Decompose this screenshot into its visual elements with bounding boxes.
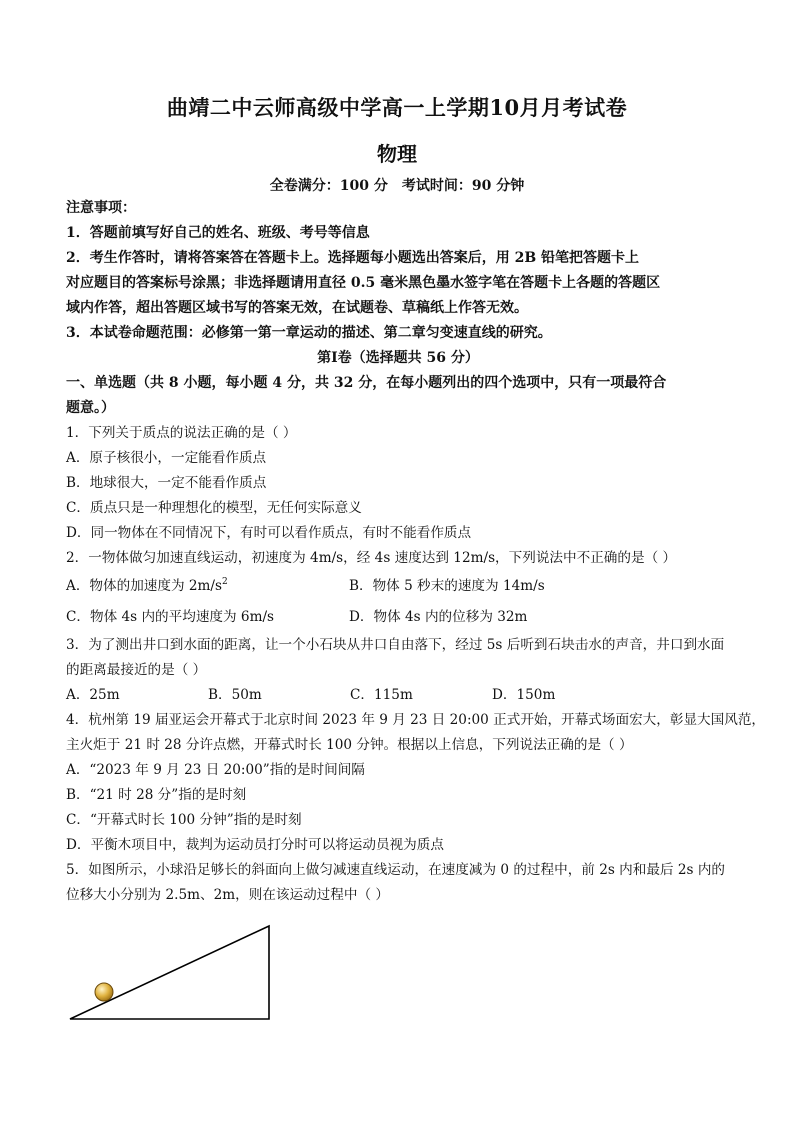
part1-heading: 第Ⅰ卷（选择题共 56 分）: [317, 350, 479, 366]
q3-option-c: C．115m: [350, 687, 413, 703]
q2-option-b: B．物体 5 秒末的速度为 14m/s: [349, 578, 545, 594]
q1-option-d: D．同一物体在不同情况下，有时可以看作质点，有时不能看作质点: [66, 525, 472, 541]
ball: [95, 983, 113, 1001]
q3-option-d: D．150m: [492, 687, 556, 703]
section1-heading-line-2: 题意。）: [66, 400, 115, 416]
q2-option-d: D．物体 4s 内的位移为 32m: [349, 609, 528, 625]
notice-item-2-line-1: 2．考生作答时，请将答案答在答题卡上。选择题每小题选出答案后，用 2B 铅笔把答题卡上: [66, 250, 640, 266]
exam-time: 考试时间：90 分钟: [401, 178, 525, 194]
incline-figure: [66, 922, 276, 1026]
q5-stem-line-1: 5．如图所示，小球沿足够长的斜面向上做匀减速直线运动，在速度减为 0 的过程中，前 2s 内和最后 2s 内的: [66, 862, 726, 878]
q3-stem-line-1: 3．为了测出井口到水面的距离，让一个小石块从井口自由落下，经过 5s 后听到石块击水的声音，井口到水面: [66, 637, 725, 653]
q1-option-b: B．地球很大，一定不能看作质点: [66, 475, 267, 491]
q4-option-c: C．“开幕式时长 100 分钟”指的是时刻: [66, 812, 302, 828]
q2-option-a: A．物体的加速度为 $2m/s^2$: [66, 577, 228, 594]
incline-triangle: [70, 926, 269, 1019]
q2-option-c: C．物体 4s 内的平均速度为 6m/s: [66, 609, 275, 625]
q3-option-a: A．25m: [66, 687, 120, 703]
q2-options-row-2: [66, 602, 730, 633]
q3-stem-line-2: 的距离最接近的是（ ）: [66, 662, 207, 678]
q2-stem: 2．一物体做匀加速直线运动，初速度为 4m/s，经 4s 速度达到 12m/s，下列说法中不正确的是（ ）: [66, 550, 677, 566]
q3-option-b: B．50m: [208, 687, 262, 703]
exam-title: 曲靖二中云师高级中学高一上学期10月月考试卷: [166, 95, 628, 120]
notice-heading: 注意事项：: [66, 200, 136, 216]
exam-meta: [0, 175, 794, 195]
q4-stem-line-2: 主火炬于 21 时 28 分许点燃，开幕式时长 100 分钟。根据以上信息，下列说法正确的是（ ）: [66, 737, 633, 753]
subject-title: 物理: [377, 142, 417, 166]
q4-option-d: D．平衡木项目中，裁判为运动员打分时可以将运动员视为质点: [66, 837, 444, 853]
notice-item-2-line-3: 域内作答，超出答题区域书写的答案无效，在试题卷、草稿纸上作答无效。: [66, 300, 528, 316]
notice-item-2-line-2: 对应题目的答案标号涂黑；非选择题请用直径 0.5 毫米黑色墨水签字笔在答题卡上各题的答题区: [66, 275, 661, 291]
notice-item-3: 3．本试卷命题范围：必修第一第一章运动的描述、第二章匀变速直线的研究。: [66, 325, 552, 341]
q2-option-a-exponent: 2: [221, 577, 228, 587]
total-score: 全卷满分：100 分: [269, 178, 388, 194]
section1-heading-line-1: 一、单选题（共 8 小题，每小题 4 分，共 32 分，在每小题列出的四个选项中，只有一项最符合: [66, 375, 667, 391]
q1-option-c: C．质点只是一种理想化的模型，无任何实际意义: [66, 500, 362, 516]
q4-option-b: B．“21 时 28 分”指的是时刻: [66, 787, 247, 803]
q1-stem: 1．下列关于质点的说法正确的是（ ）: [66, 425, 297, 441]
q1-option-a: A．原子核很小，一定能看作质点: [66, 450, 267, 466]
q4-option-a: A．“2023 年 9 月 23 日 20:00”指的是时间间隔: [66, 762, 365, 778]
q2-options-row-1: [66, 571, 730, 602]
q4-stem-line-1: 4．杭州第 19 届亚运会开幕式于北京时间 2023 年 9 月 23 日 20:00 正式开始，开幕式场面宏大，彰显大国风范，: [66, 712, 766, 728]
q3-options: [66, 683, 730, 708]
exam-body: [66, 196, 766, 908]
notice-item-1: 1．答题前填写好自己的姓名、班级、考号等信息: [66, 225, 370, 241]
q5-stem-line-2: 位移大小分别为 2.5m、2m，则在该运动过程中（ ）: [66, 887, 389, 903]
